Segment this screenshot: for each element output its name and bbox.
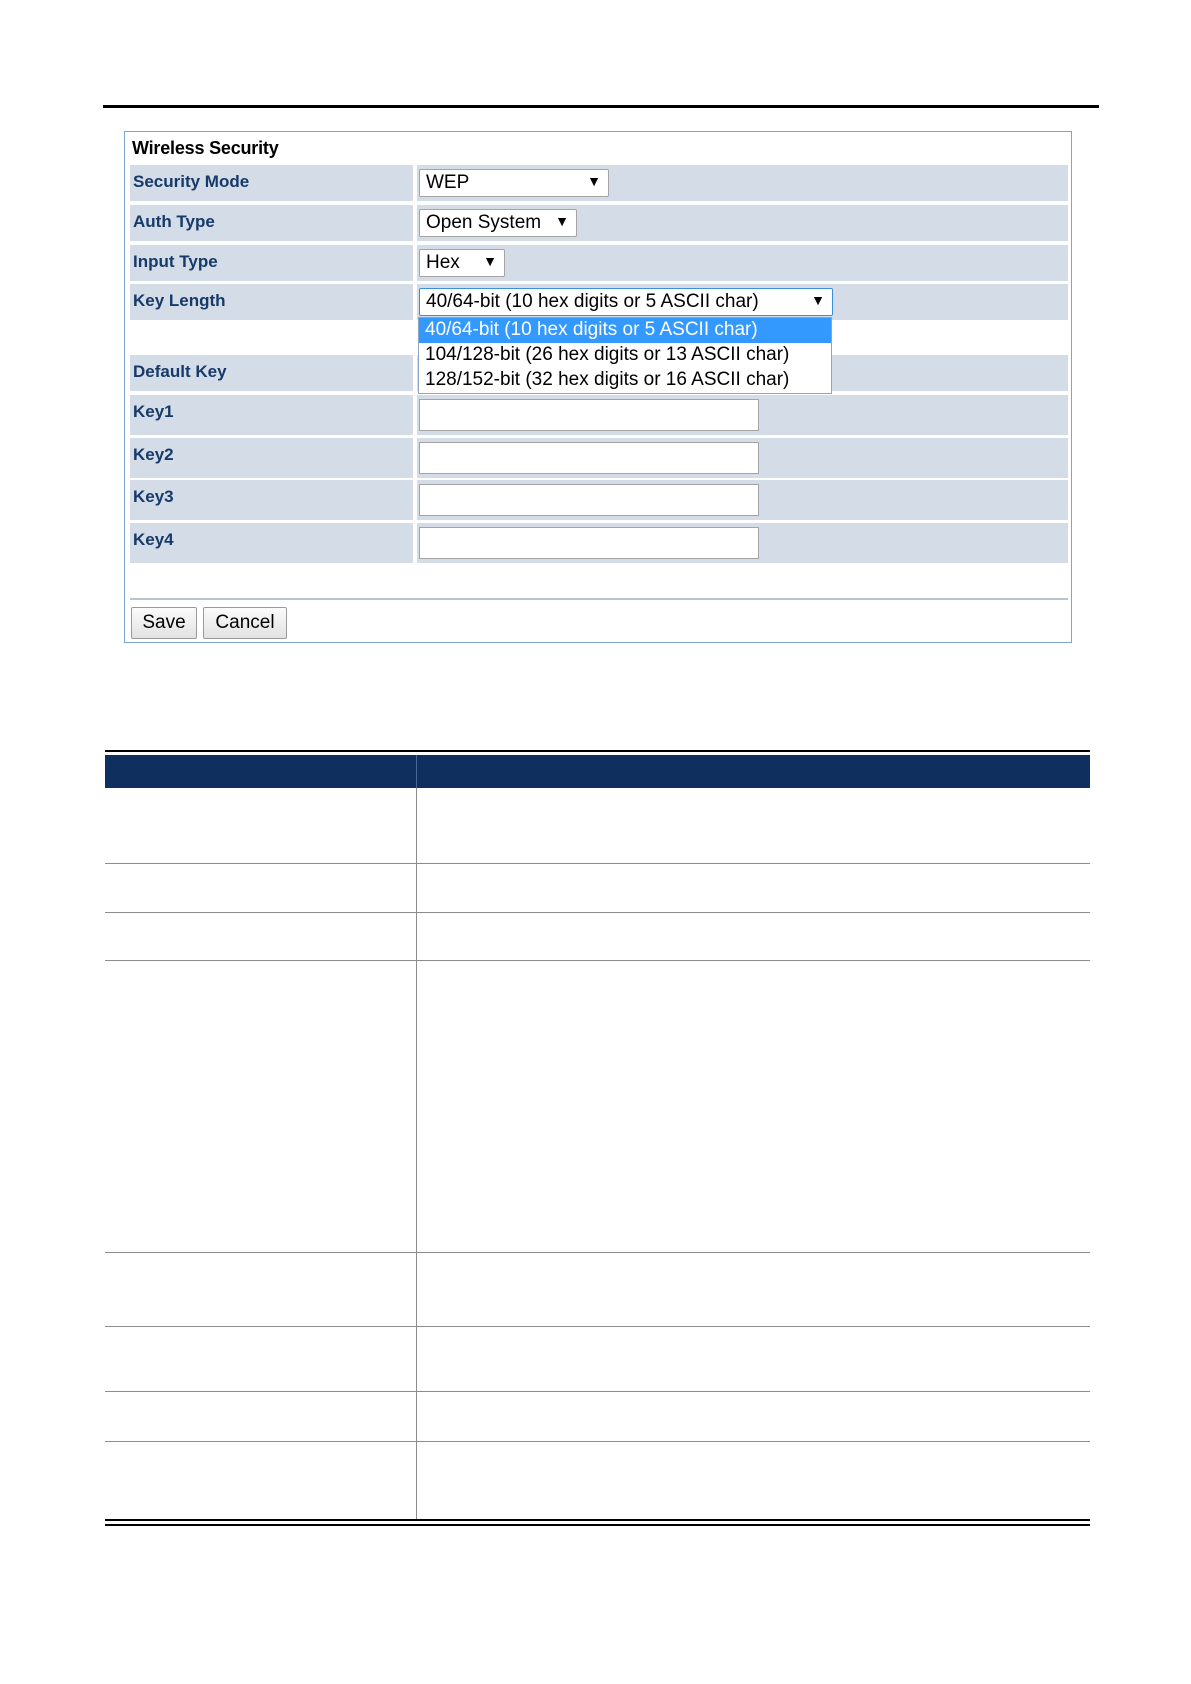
key-length-option[interactable]: 104/128-bit (26 hex digits or 13 ASCII char) [425, 344, 790, 365]
auth-type-select[interactable] [419, 209, 577, 237]
input-type-value: Hex [426, 252, 460, 273]
key-length-cell [417, 284, 1068, 320]
security-mode-row [130, 165, 1068, 201]
chevron-down-icon: ▼ [555, 213, 569, 229]
key2-input[interactable] [419, 442, 759, 474]
key2-row [130, 438, 1068, 478]
key3-row [130, 480, 1068, 520]
page-header-rule [103, 105, 1099, 108]
table-row-divider [105, 1326, 1090, 1327]
key1-cell [417, 395, 1068, 435]
key4-row [130, 523, 1068, 563]
table-row-divider [105, 912, 1090, 913]
input-type-select[interactable] [419, 249, 505, 277]
save-button[interactable]: Save [131, 607, 197, 639]
table-row-divider [105, 1441, 1090, 1442]
column-divider [416, 788, 417, 1519]
table-row-divider [105, 863, 1090, 864]
table-row-divider [105, 1252, 1090, 1253]
security-mode-cell [417, 165, 1068, 201]
chevron-down-icon: ▼ [587, 173, 601, 189]
key-length-select[interactable] [419, 288, 833, 316]
panel-title: Wireless Security [132, 138, 279, 158]
key-length-option[interactable]: 40/64-bit (10 hex digits or 5 ASCII char) [419, 318, 831, 343]
key-length-option[interactable]: 128/152-bit (32 hex digits or 16 ASCII char) [425, 369, 790, 390]
key4-input[interactable] [419, 527, 759, 559]
table-row-divider [105, 960, 1090, 961]
chevron-down-icon: ▼ [811, 292, 825, 308]
key3-input[interactable] [419, 484, 759, 516]
key1-input[interactable] [419, 399, 759, 431]
chevron-down-icon: ▼ [483, 253, 497, 269]
cancel-button[interactable]: Cancel [203, 607, 287, 639]
input-type-label: Input Type [130, 245, 413, 281]
security-mode-label: Security Mode [130, 165, 413, 201]
key3-label: Key3 [130, 480, 413, 520]
key1-row [130, 395, 1068, 435]
key-length-row [130, 284, 1068, 320]
security-mode-select[interactable] [419, 169, 609, 197]
table-header [105, 755, 1090, 788]
key-length-label: Key Length [130, 284, 413, 320]
key2-label: Key2 [130, 438, 413, 478]
key-length-value: 40/64-bit (10 hex digits or 5 ASCII char) [426, 291, 759, 312]
key1-label: Key1 [130, 395, 413, 435]
table-row-divider [105, 1391, 1090, 1392]
table-bottom-rule [105, 1519, 1090, 1521]
key4-label: Key4 [130, 523, 413, 563]
button-divider [130, 598, 1068, 600]
table-top-rule [105, 750, 1090, 752]
table-bottom-rule [105, 1524, 1090, 1526]
auth-type-row [130, 205, 1068, 241]
auth-type-label: Auth Type [130, 205, 413, 241]
auth-type-value: Open System [426, 212, 542, 233]
auth-type-cell [417, 205, 1068, 241]
key3-cell [417, 480, 1068, 520]
key-length-dropdown-list [418, 317, 832, 394]
input-type-cell [417, 245, 1068, 281]
key2-cell [417, 438, 1068, 478]
key4-cell [417, 523, 1068, 563]
input-type-row [130, 245, 1068, 281]
default-key-label: Default Key [130, 355, 413, 391]
header-column-divider [416, 755, 417, 788]
security-mode-value: WEP [426, 172, 470, 193]
